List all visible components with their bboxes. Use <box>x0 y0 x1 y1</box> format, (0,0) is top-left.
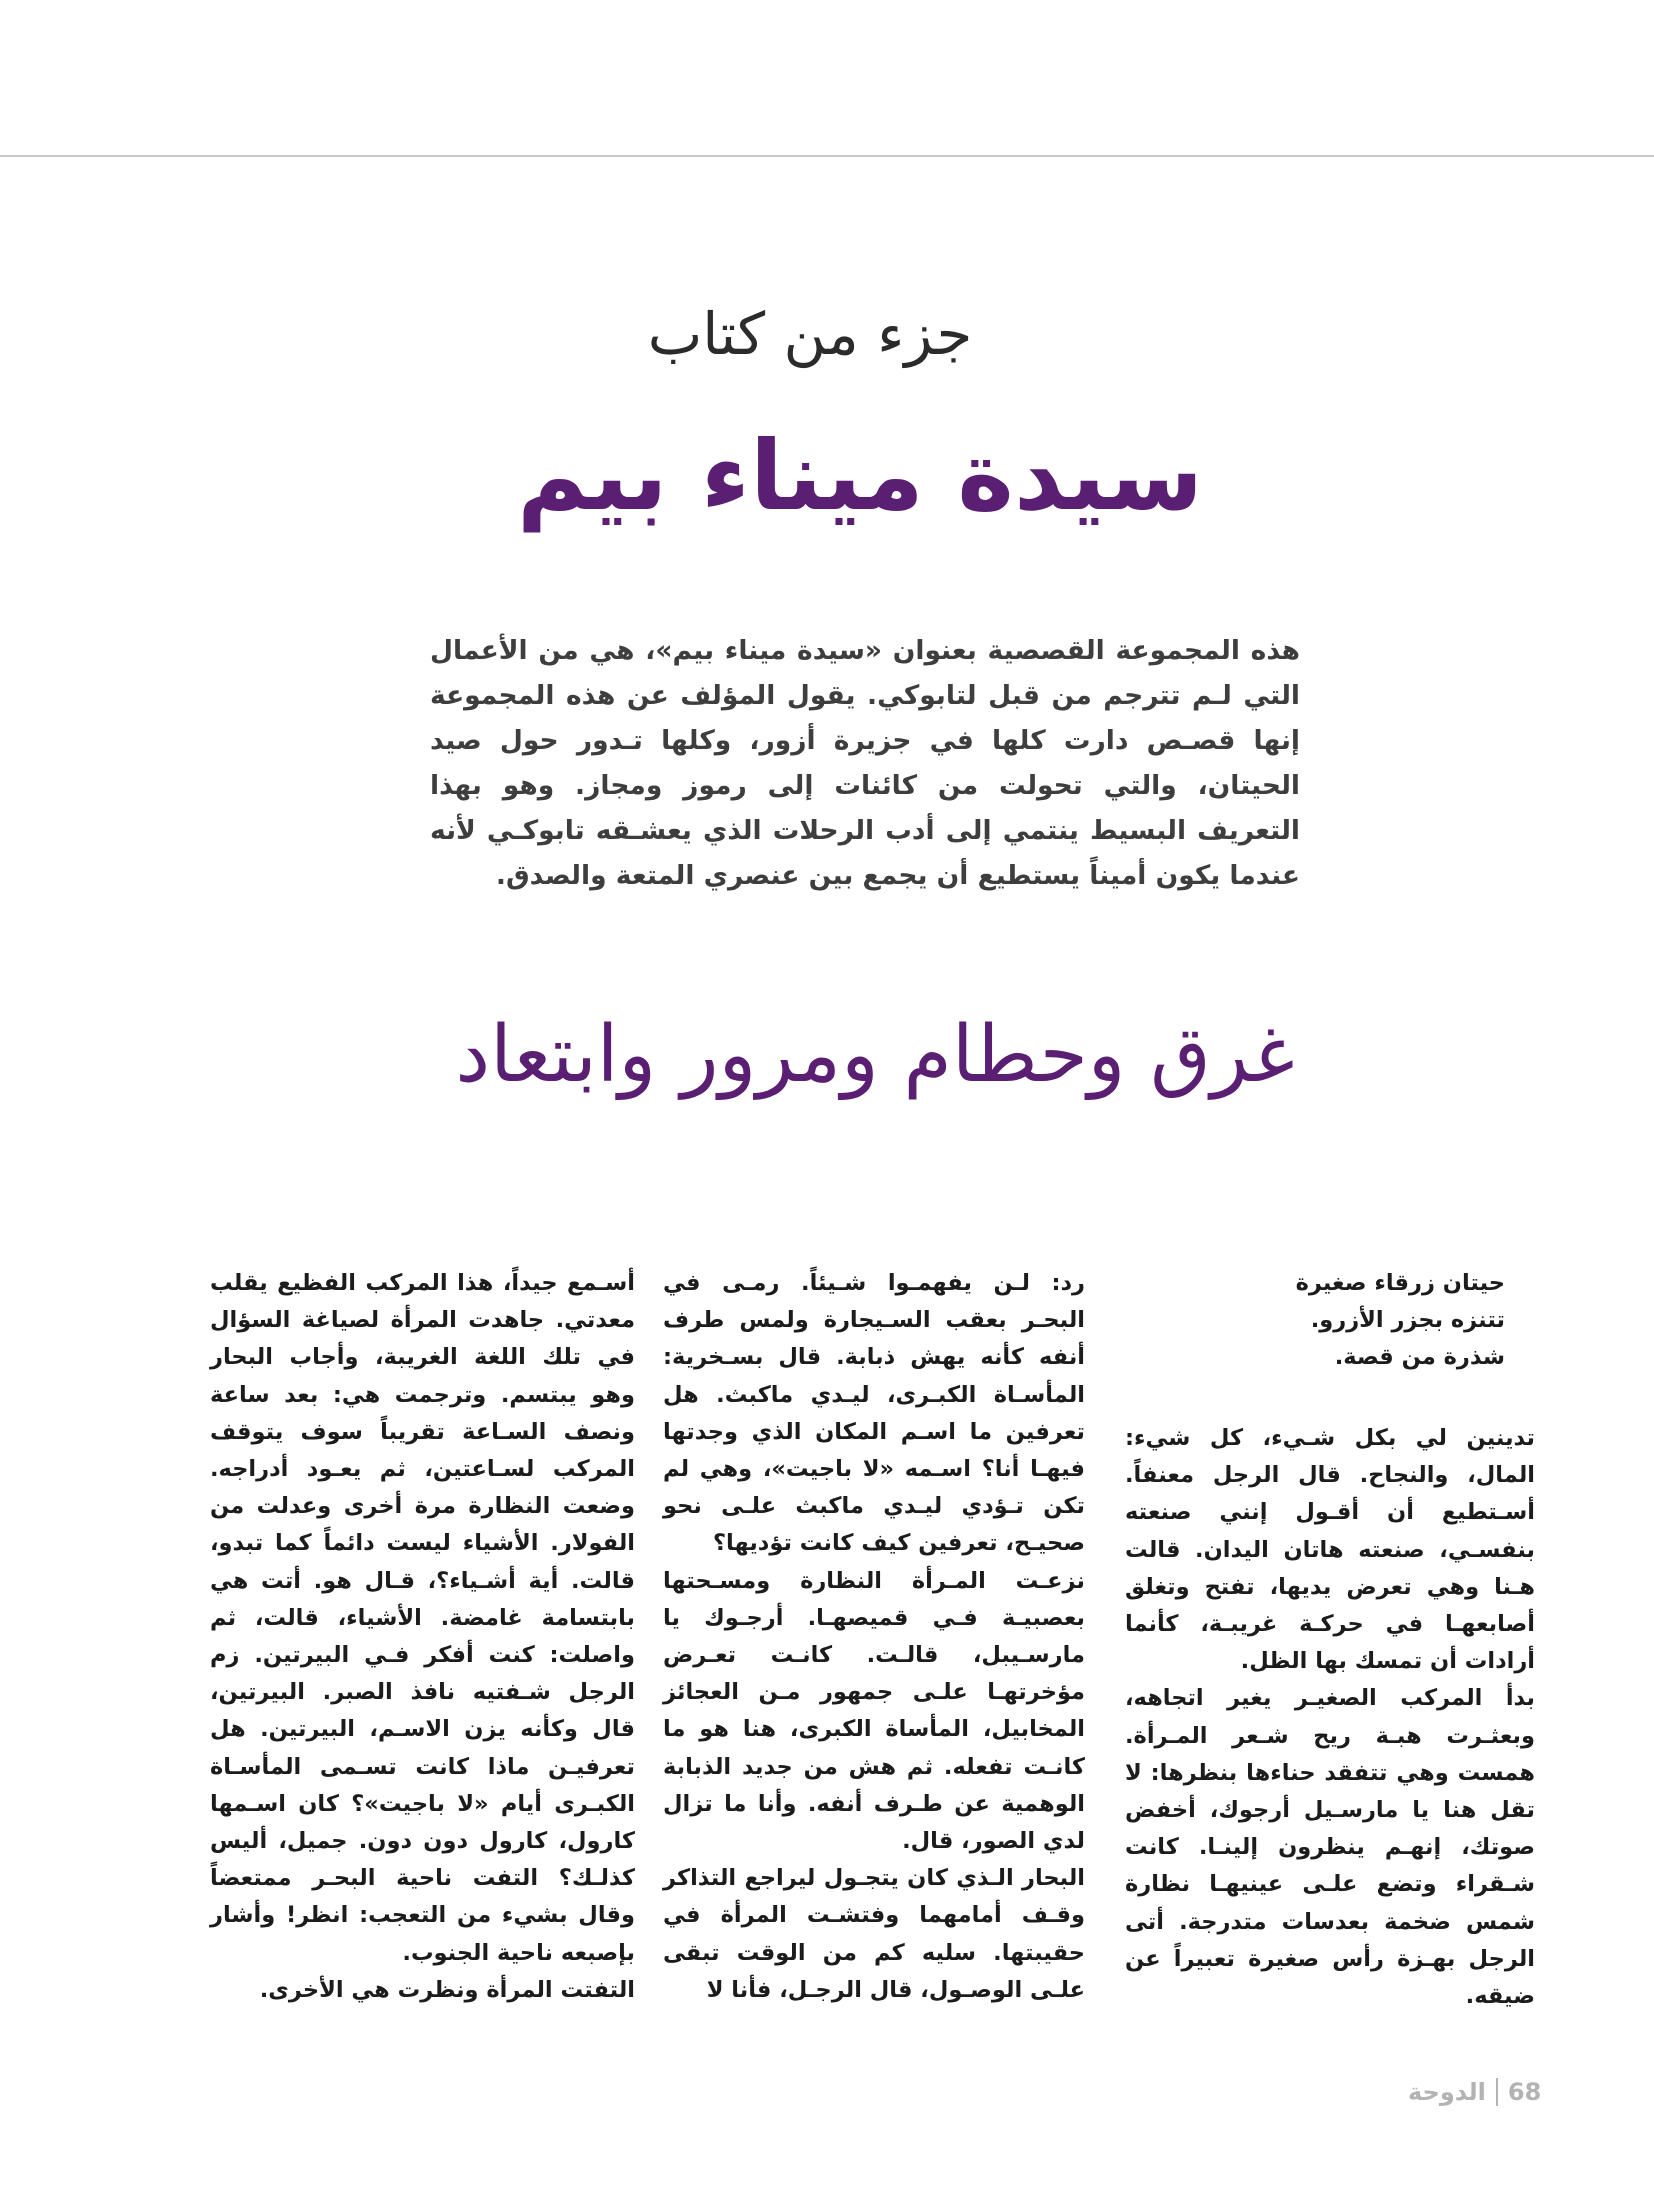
epigraph-source: شذرة من قصة. <box>1334 1344 1505 1371</box>
book-title: سيدة ميناء بيم <box>516 420 1203 532</box>
paragraph: رد: لـن يفهمـوا شـيئاً. رمـى في البحـر بعقب السـيجارة ولمس طرف أنفه كأنه يهش ذبابة. قال بسـخرية: المأسـاة الكبـرى، ليـدي ماكبث. هل تعرفين ما اسـم المكان الذي وجدتها فيهـا أنا؟ اسـمه «لا باجيت»، وهي لم تكن تـؤدي ليـدي ماكبث علـى نحو صحيـح، تعرفين كيف كانت تؤديها؟ <box>663 1270 1085 1557</box>
kicker: جزء من كتاب <box>647 300 973 368</box>
paragraph: البحار الـذي كان يتجـول ليراجع التذاكر وقـف أمامهما وفتشـت المرأة في حقيبتها. سليه كم من الوقت تبقى علـى الوصـول، قال الرجـل، فأنا لا <box>663 1865 1085 2003</box>
paragraph: تدينين لي بكل شـيء، كل شيء: المال، والنجاح. قال الرجل معنفاً. أسـتطيع أن أقـول إنني صنعته بنفسـي، صنعته هاتان اليدان. قالت هـنا وهي تعرض يديها، تفتح وتغلق أصابعهـا في حركـة غريبـة، كأنما أرادات أن تمسك بها الظل. <box>1125 1425 1535 1675</box>
intro-paragraph: هذه المجموعة القصصية بعنوان «سيدة ميناء بيم»، هي من الأعمال التي لـم تترجم من قبل لتابوكي. يقول المؤلف عن هذه المجموعة إنها قصـص دارت كلها في جزيرة أزور، وكلها تـدور حول صيد الحيتان، والتي تحولت من كائنات إلى رموز ومجاز. وهو بهذا التعريف البسيط ينتمي إلى أدب الرحلات الذي يعشـقه تابوكـي لأنه عندما يكون أميناً يستطيع أن يجمع بين عنصري المتعة والصدق. <box>430 635 1300 891</box>
folio-divider <box>1496 2078 1498 2106</box>
paragraph: نزعـت المـرأة النظارة ومسـحتها بعصبيـة فـي قميصهـا. أرجـوك يا مارسـيبل، قالـت. كانـت تعـرض مؤخرتهـا علـى جمهور مـن العجائز المخابيل، المأساة الكبرى، هنا هو ما كانـت تفعله. ثم هش من جديد الذبابة الوهمية عن طـرف أنفه. وأنا ما تزال لدي الصور، قال. <box>663 1567 1085 1855</box>
page-footer <box>1408 2078 1541 2106</box>
paragraph: التفتت المرأة ونظرت هي الأخرى. <box>259 1976 635 2003</box>
epigraph-line: تتنزه بجزر الأزرو. <box>1310 1307 1505 1334</box>
column-right <box>1125 1420 1535 2015</box>
section-title: غرق وحطام ومرور وابتعاد <box>455 1010 1295 1100</box>
epigraph <box>1200 1265 1505 1377</box>
column-left <box>210 1265 635 2009</box>
page-number: 68 <box>1507 2078 1542 2106</box>
paragraph: أسـمع جيداً، هذا المركب الفظيع يقلب معدتي. جاهدت المرأة لصياغة السؤال في تلك اللغة الغريبة، وأجاب البحار وهو يبتسم. وترجمت هي: بعد ساعة ونصف السـاعة تقريباً سوف يتوقف المركب لسـاعتين، ثم يعـود أدراجه. وضعت النظارة مرة أخرى وعدلت من الفولار. الأشياء ليست دائماً كما تبدو، قالت. أية أشـياء؟، قـال هو. أتت هي بابتسامة غامضة. الأشياء، قالت، ثم واصلت: كنت أفكر فـي البيرتين. زم الرجل شـفتيه نافذ الصبر. البيرتين، قال وكأنه يزن الاسـم، البيرتين. هل تعرفيـن ماذا كانت تسـمى المأسـاة الكبـرى أيام «لا باجيت»؟ كان اسـمها كارول، كارول دون دون. جميل، أليس كذلـك؟ التفت ناحية البحـر ممتعضاً وقال بشيء من التعجب: انظر! وأشار بإصبعه ناحية الجنوب. <box>210 1270 635 1966</box>
paragraph: بدأ المركب الصغيـر يغير اتجاهه، وبعثـرت هبـة ريح شـعر المـرأة. همست وهي تتفقد حناءها بنظرها: لا تقل هنا يا مارسـيل أرجوك، أخفض صوتك، إنهـم ينظرون إلينـا. كانت شـقراء وتضع علـى عينيهـا نظارة شمس ضخمة بعدسات متدرجة. أتى الرجل بهـزة رأس صغيرة تعبيراً عن ضيقه. <box>1125 1685 1535 2010</box>
header-rule <box>0 155 1654 157</box>
magazine-name: الدوحة <box>1408 2078 1486 2106</box>
epigraph-line: حيتان زرقاء صغيرة <box>1295 1270 1505 1296</box>
column-middle <box>663 1265 1085 2009</box>
